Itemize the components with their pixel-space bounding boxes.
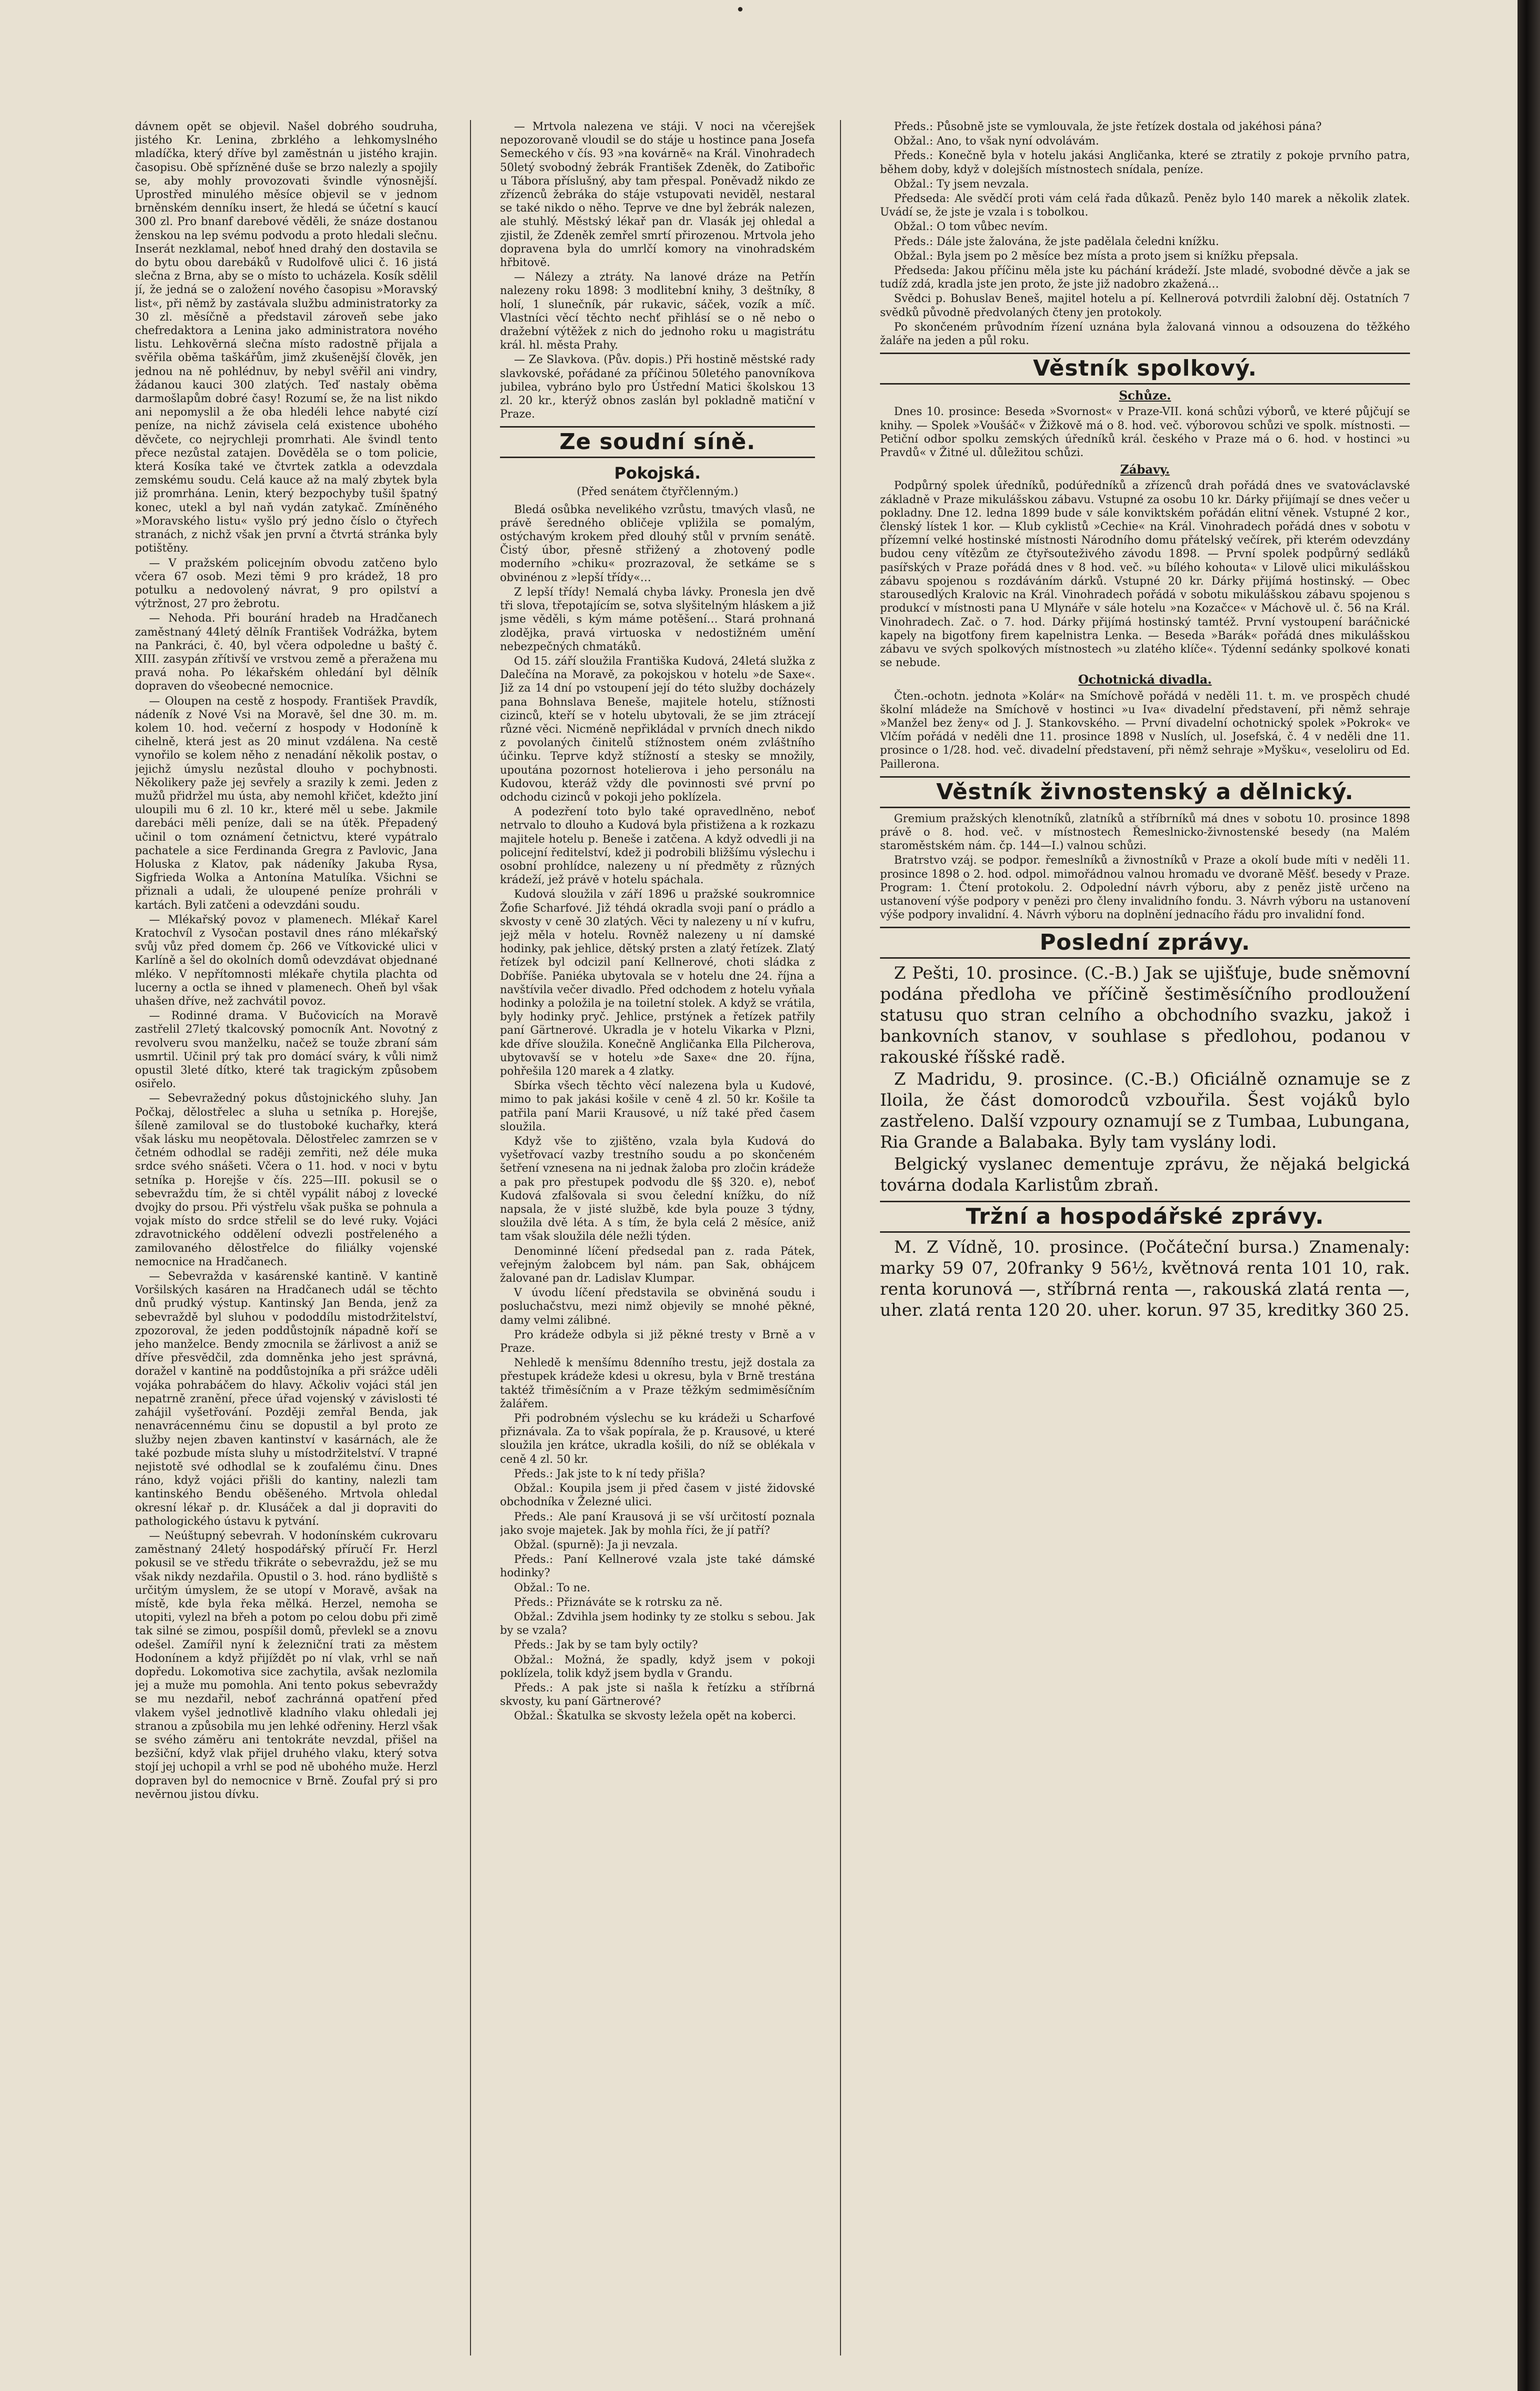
paragraph: Denominné líčení předsedal pan z. rada Pátek, veřejným žalobcem byl nám. pan Sak, obhájcem žalované pan dr. Ladislav Klumpar. bbox=[500, 1245, 815, 1285]
paragraph: Gremium pražských klenotníků, zlatníků a stříbrníků má dnes v sobotu 10. prosince 1898 právě o 8. hod. več. v místnostech Řemeslnicko-živnostenské besedy (na Malém staroměstském nám. čp. 144—I.) valnou schůzi. bbox=[880, 812, 1410, 853]
dialogue-line: Obžal.: To ne. bbox=[514, 1581, 590, 1594]
dialogue-line: Předs.: Jak jste to k ní tedy přišla? bbox=[514, 1467, 706, 1480]
section-heading-court: Ze soudní síně. bbox=[500, 426, 815, 458]
section-heading-societies: Věstník spolkový. bbox=[880, 353, 1410, 385]
section-heading-trade: Věstník živnostenský a dělnický. bbox=[880, 776, 1410, 808]
column-3 bbox=[880, 120, 1410, 2355]
article-heading-maid: Pokojská. bbox=[614, 464, 701, 483]
paragraph: Bledá osůbka nevelikého vzrůstu, tmavých vlasů, ne právě šeredného obličeje vpližila se pomalým, ostýchavým krokem před dlouhý stůl v prvním senátě. Čistý úbor, přesně střižený a zhotovený podle moderního »chiku« prozrazoval, že setkáme se s obvinénou z »lepší třídy«… bbox=[500, 503, 815, 584]
dialogue-line: Předs.: Jak by se tam byly octily? bbox=[514, 1639, 698, 1652]
paragraph: Kudová sloužila v září 1896 u pražské soukromnice Žofie Scharfové. Již téhdá okradla svoji paní o prádlo a skvosty v ceně 30 zlatých. Věci ty nalezeny u ní v kufru, jejž měla v hotelu. Rovněž nalezeny u ní damské hodinky, pak jehlice, dětský prsten a zlatý řetízek. Zlatý řetízek byl odcizil paní Kellnerové, choti sládka z Dobříše. Paniéka ubytovala se v hotelu dne 24. října a navštívila večer divadlo. Před odchodem z hotelu vyňala hodinky a položila je na toiletní stolek. A když se vrátila, byly hodinky pryč. Jehlice, prstýnek a řetízek patřily paní Gärtnerové. Ukradla je v hotelu Vikarka v Plzni, kde dříve sloužila. Konečně Angličanka Ella Pilcherova, ubytovavší se v hotelu »de Saxe« dne 20. října, pohřešila 120 marek a 4 zlatky. bbox=[500, 888, 815, 1078]
dialogue-line: Předs.: Působně jste se vymlouvala, že jste řetízek dostala od jakéhosi pána? bbox=[894, 121, 1322, 133]
news-pest: Z Pešti, 10. prosince. (C.-B.) Jak se ujišťuje, bude sněmovní podána předloha ve příčině šestiměsíčního prodloužení statusu quo stran celního a obchodního svazku, jakož i bankovních stanov, v souhlase s předlohou, podanou v rakouské říšské radě. bbox=[880, 963, 1410, 1068]
article-accident: — Nehoda. Při bourání hradeb na Hradčanech zaměstnaný 44letý dělník František Vodrážka, bytem na Pankráci, č. 40, byl včera odpoledne u baštý č. XIII. zasypán zřítivší ve vrstvou země a přeražena mu pravá noha. Po lékařském ohledání byl dělník dopraven do všeobecné nemocnice. bbox=[135, 612, 438, 693]
paragraph: Bratrstvo vzáj. se podpor. řemeslníků a živnostníků v Praze a okolí bude míti v neděli 11. prosince 1898 o 2. hod. odpol. mimořádnou valnou hromadu ve dvoraně Měšť. besedy v Praze. Program: 1. Čtení protokolu. 2. Odpolední návrh výboru, aby z peněz jistě určeno na ustanovení výše podpory v penězi pro členy invalidního fondu. 3. Návrh výboru na ustanovení výše podpory invalidní. 4. Návrh výboru na doplnění jednacího řádu pro invalidní fond. bbox=[880, 854, 1410, 922]
paragraph: Čten.-ochotn. jednota »Kolár« na Smíchově pořádá v neděli 11. t. m. ve prospěch chudé školní mládeže na Smíchově v hostinci »u Iva« divadelní představení, při němž sehraje »Manžel bez ženy« od J. J. Stankovského. — První divadelní ochotnický spolek »Pokrok« ve Vlčím pořádá v neděli dne 11. prosince 1898 v Nuslích, ul. Josefská, č. 4 v neděli dne 11. prosince o 1/28. hod. več. divadelní představení, při němž sehraje »Myšku«, veseloliru od Ed. Paillerona. bbox=[880, 690, 1410, 771]
article-robbery: — Oloupen na cestě z hospody. František Pravdík, nádeník z Nové Vsi na Moravě, šel dne 30. m. m. kolem 10. hod. večerní z hospody v Hodoníně k cihelně, která jest as 20 minut vzdálena. Na cestě vynořilo se kolem něho z nenadání několik postav, o jejichž úmyslu nezůstal dlouho v pochybnosti. Několikery paže jej sevřely a srazily k zemi. Jeden z mužů přidržel mu ústa, aby nemohl křičet, kdežto jiní uloupili mu 6 zl. 10 kr., které měl u sebe. Jakmile darebáci měli peníze, dali se na útěk. Přepadený učinil o tom oznámení četnictvu, které vypátralo pachatele a sice Ferdinanda Gregra z Pavlovic, Jana Holuska z Klatov, pak nádeníky Jakuba Rysa, Sigfrieda Wolka a Antonína Matulíka. Všichni se přiznali a udali, že uloupené peníze prohráli v kartách. Byli zatčeni a odevzdáni soudu. bbox=[135, 695, 438, 912]
news-belgium: Belgický vyslanec dementuje zprávu, že nějaká belgická továrna dodala Karlistům zbraň. bbox=[880, 1154, 1410, 1196]
article-milk-cart: — Mlékařský povoz v plamenech. Mlékař Karel Kratochvíl z Vysočan postavil dnes ráno mlékařský svůj vůz před domem čp. 266 ve Vítkovické ulici v Karlíně a šel do okolních domů odevzdávat objednané mléko. V nepřítomnosti mlékaře chytila plachta od lucerny a octla se ihned v plamenech. Oheň byl však uhašen dříve, než zachvátil povoz. bbox=[135, 913, 438, 1008]
dialogue-line: Obžal.: Zdvihla jsem hodinky ty ze stolku s sebou. Jak by se vzala? bbox=[500, 1610, 815, 1637]
paragraph: Svědci p. Bohuslav Beneš, majitel hotelu a pí. Kellnerová potvrdili žalobní děj. Ostatních 7 svědků původně předvolaných čteny jen protokoly. bbox=[880, 293, 1410, 319]
section-heading-latest-news: Poslední zprávy. bbox=[880, 927, 1410, 959]
article-police: — V pražském policejním obvodu zatčeno bylo včera 67 osob. Mezi těmi 9 pro krádež, 18 pro potulku a nedovolený návrat, 9 pro opilství a výtržnost, 27 pro žebrotu. bbox=[135, 557, 438, 611]
news-madrid: Z Madridu, 9. prosince. (C.-B.) Oficiálně oznamuje se z Iloila, že část domorodců vzbouřila. Šest vojáků bylo zastřeleno. Další vzpoury oznamují se z Tumbaa, Lubungana, Ria Grande a Balabaka. Byly tam vyslány lodi. bbox=[880, 1069, 1410, 1153]
section-heading-market: Tržní a hospodářské zprávy. bbox=[880, 1201, 1410, 1233]
article-found: — Nálezy a ztráty. Na lanové dráze na Petřín nalezeny roku 1898: 3 modlitební knihy, 3 deštníky, 8 holí, 1 slunečník, pár rukavic, sáček, vozík a míč. Vlastníci věcí těchto nechť přihlásí se o ně nebo o dražební výtěžek z nich do jednoho roku u magistrátu král. hl. města Prahy. bbox=[500, 271, 815, 352]
subheading-meetings: Schůze. bbox=[1118, 388, 1172, 403]
dialogue-line: Předs.: Dále jste žalována, že jste padělala čeledni knížku. bbox=[894, 235, 1220, 248]
dialogue-line: Obžal. (spurně): Ja ji nevzala. bbox=[514, 1538, 678, 1551]
paragraph: Dnes 10. prosince: Beseda »Svornost« v Praze-VII. koná schůzi výborů, ve které půjčují se knihy. — Spolek »Voušáč« v Žižkově má o 8. hod. več. výborovou schůzi ve spolk. místnosti. — Petiční odbor spolku zemských úředníků král. českého v Praze má o 6. hod. v hostinci »u Pravdů« v Žitné ul. důležitou schůzi. bbox=[880, 406, 1410, 460]
paragraph: Při podrobném výslechu se ku krádeži u Scharfové přiznávala. Za to však popírala, že p. Krausové, u které sloužila jen krátce, ukradla košili, do níž se oblékala v ceně 4 zl. 50 kr. bbox=[500, 1412, 815, 1466]
subheading-theatre: Ochotnická divadla. bbox=[1078, 672, 1212, 687]
dialogue-line: Předs.: Paní Kellnerové vzala jste také dámské hodinky? bbox=[500, 1553, 815, 1580]
paragraph: Když vše to zjištěno, vzala byla Kudová do vyšetřovací vazby trestního soudu a po skončeném šetření vznesena na ni jednak žaloba pro zločin krádeže a pak pro přestupek podvodu dle §§ 320. e), neboť Kudová zfalšovala si svou čelední knížku, do níž napsala, že v jisté službě, kde byla pouze 3 týdny, sloužila dvě léta. A s tím, že byla celá 2 měsíce, aniž tam však sloužila déle nežli týden. bbox=[500, 1135, 815, 1243]
dialogue-line: Obžal.: Ty jsem nevzala. bbox=[894, 178, 1029, 191]
dialogue-line: Předseda: Jakou příčinu měla jste ku páchání krádeží. Jste mladé, svobodné děvče a jak se tudíž zdá, kradla jste jen proto, že jste již nadobro zkažená… bbox=[880, 265, 1410, 291]
page-edge bbox=[1518, 0, 1540, 2391]
article-lenin: dávnem opět se objevil. Našel dobrého soudruha, jistého Kr. Lenina, zbrklého a lehkomyslného mladíčka, který dříve byl zaměstnán u jistého krajin. časopisu. Obě spřízněné duše se brzo nalezly a spojily se, aby mohly provozovati švindle výnosnější. Uprostřed minulého měsíce objevil se v jednom brněnském denníku insert, že hledá se účetní s kaucí 300 zl. Pro bnanf darebové věděli, že snáze dostanou ženskou na lep svému podvodu a proto hledali slečnu. Inserát nezklamal, neboť hned drahý den dostavila se do bytu obou darebáků v Rudolfově ulici č. 16 jistá slečna z Brna, aby se o místo to ucházela. Kosík sdělil jí, že jedná se o založení nového časopisu »Moravský list«, při němž by zastávala službu administratorky za 30 zl. měsíčně a představil zároveň sebe jako chefredaktora a Lenina jako administratora nového listu. Lehkověrná slečna místo radostně přijala a svěřila oběma taškářům, jimž zkušenější člověk, jen jednou na ně pohlédnuv, by nebyl svěřil ani vindry, žádanou kauci 300 zlatých. Teď nastaly oběma darmošlapům dobré časy! Rozumí se, že na list nikdo ani nepomyslil a že oba hledéli lehce nabyté cizí peníze, na nichž závisela celá existence ubohého děvčete, co nejrychleji promrhati. Ale švindl tento přece nezůstal zatajen. Dověděla se o tom policie, která Kosíka také ve čtvrtek zatkla a odevzdala zemskému soudu. Celá kauce až na malý zbytek byla již promrhána. Lenin, který bezpochyby tušil špatný konec, utekl a byl naň vydán zatykač. Zmíněného »Moravského listu« vyšlo prý jedno číslo o čtyřech stranách, z nichž však jen první a čtvrtá stránka byly potištěny. bbox=[135, 121, 438, 555]
dialogue-line: Obžal.: Možná, že spadly, když jsem v pokoji poklízela, tolik když jsem bydla v Grandu. bbox=[500, 1653, 815, 1680]
article-suicide-attempt: — Sebevražedný pokus důstojnického sluhy. Jan Počkaj, dělostřelec a sluha u setníka p. Horejše, šíleně zamiloval se do tlustoboké kuchařky, která však lásku mu neopětovala. Dělostřelec zamrzen se v četném odhodlal se raději zemřiti, než déle muka srdce svého snášeti. Včera o 11. hod. v noci v bytu setníka p. Horejše v čís. 225—III. pokusil se o sebevraždu tím, že si chtěl vypálit náboj z lovecké dvojky do prsou. Při výstřelu však puška se pohnula a vojak místo do srdce střelil se do levé ruky. Vojáci zdravotnického oddělení odvezli postřeleného a zamilovaného dělostřelce do filiálky vojenské nemocnice na Hradčanech. bbox=[135, 1092, 438, 1268]
article-slavkov: — Ze Slavkova. (Pův. dopis.) Při hostině městské rady slavkovské, pořádané za příčinou 50letého panovníkova jubilea, vybráno bylo pro Ústřední Matici školskou 13 zl. 20 kr., kterýž obnos zaslán byl pokladně matiční v Praze. bbox=[500, 354, 815, 421]
subheading-entertainment: Zábavy. bbox=[1120, 462, 1170, 477]
dialogue-line: Předs.: Přiznáváte se k rotrsku za ně. bbox=[514, 1596, 723, 1609]
article-subheading: (Před senátem čtyřčlenným.) bbox=[576, 486, 738, 499]
paragraph: Nehledě k menšímu 8denního trestu, jejž dostala za přestupek krádeže kdesi u okresu, byla v Brně trestána taktéž třiměsíčním a v Praze těžkým sedmiměsíčním žalářem. bbox=[500, 1357, 815, 1410]
dialogue-line: Předs.: Ale paní Krausová ji se vší určitostí poznala jako svoje majetek. Jak by mohla říci, že jí patří? bbox=[500, 1510, 815, 1537]
dialogue-line: Předs.: Konečně byla v hotelu jakási Angličanka, které se ztratily z pokoje prvního patra, během doby, když v dolejších místnostech snídala, peníze. bbox=[880, 150, 1410, 176]
paragraph: Pro krádeže odbyla si již pěkné tresty v Brně a v Praze. bbox=[500, 1328, 815, 1355]
verdict: Po skončeném průvodním řízení uznána byla žalovaná vinnou a odsouzena do těžkého žaláře na jeden a půl roku. bbox=[880, 321, 1410, 348]
dialogue-line: Předseda: Ale svědčí proti vám celá řada důkazů. Peněz bylo 140 marek a několik zlatek. Uvádí se, že jste je vzala i s tobolkou. bbox=[880, 193, 1410, 219]
market-vienna: M. Z Vídně, 10. prosince. (Počáteční bursa.) Znamenaly: marky 59 07, 20franky 9 56½, květnová renta 101 10, rak. renta korunová —, stříbrná renta —, rakouská zlatá renta —, uher. zlatá renta 120 20. uher. korun. 97 35, kreditky 360 25. bbox=[880, 1237, 1410, 1321]
article-canteen: — Sebevražda v kasárenské kantině. V kantině Voršilských kasáren na Hradčanech udál se těchto dnů prudký výstup. Kantinský Jan Benda, jenž za sebevraždě byl sluhou v pododdílu mistodržitelství, zpozoroval, že jeden poddůstojník nápadně koří se jeho manželce. Bendy zmocnila se žárlivost a aniž se dříve přesvědčil, zda domněnka jeho jest správná, doražel v kantině na poddůstojníka a při srážce uděli vojáka pohrabáčem do hlavy. Ačkoliv vojáci stál jen nepatrně zranění, přece úřad vojenský v závislosti té zahájil vyšetřování. Později zemřal Benda, jak nenavrácennému činu se dopustil a byl proto ze služby nejen zbaven kantinství v kasárnách, ale že také pozbude místa sluhy u místodržitelství. V trapné nejistotě své odhodlal se k zoufalému činu. Dnes ráno, když vojáci přišli do kantiny, nalezli tam kantinského Bendu oběšeného. Mrtvola ohledal okresní lékař p. dr. Klusáček a dal ji dopraviti do pathologického ústavu k pytvání. bbox=[135, 1270, 438, 1528]
paragraph: Podpůrný spolek úředníků, podúředníků a zřízenců drah pořádá dnes ve svatováclavské základně v Praze mikulášskou zábavu. Vstupné za osobu 10 kr. Dárky přijímají se dnes večer u pokladny. Dne 12. ledna 1899 bude v sále konviktském pořádán elitní věnek. Vstupné 2 kor., členský lístek 1 kor. — Klub cyklistů »Cechie« na Král. Vinohradech pořádá dnes v sobotu v přízemní velké hostinské místnosti Národního domu přátelský večírek, při kterém odevzdány budou ceny vítězům ze čtyřsouteživého závodu 1898. — První spolek podpůrný sedláků pasířských v Praze pořádá dnes v 8 hod. več. »u bílého kohouta« v Lilově ulici mikulášskou zábavu spojenou s rozdáváním dárků. Vstupné 20 kr. Dárky přijímá hostinský. — Obec starousedlých Kralovic na Král. Vinohradech pořádá v sobotu mikulášskou zábavu spojenou s produkcí v místnosti pana U Mlynáře v sále hotelu »na Kozačce« v Máchově ul. č. 56 na Král. Vinohradech. Zač. o 7. hod. Dárky přijímá hostinský tamtéž. První vystoupení baráčnické kapely na bigotfony firem kapelnistra Lenka. — Beseda »Barák« pořádá dnes mikulášskou zábavu ve svých spolkových místnostech »u zlatého klíče«. Týdenní sedánky spolkové konati se nebude. bbox=[880, 480, 1410, 670]
paragraph: A podezření toto bylo také opravedlněno, neboť netrvalo to dlouho a Kudová byla přistižena a k rozkazu majitele hotelu p. Beneše i zatčena. A když odvedli ji na policejní ředitelství, kdež ji podrobili bližšímu výslechu i osobní prohlídce, nalezeny u ní předměty z různých krádeží, jež právě v hotelu spáchala. bbox=[500, 806, 815, 887]
article-persistent: — Neúštupný sebevrah. V hodonínském cukrovaru zaměstnaný 24letý hospodářský příručí Fr. Herzl pokusil se ve středu třikráte o sebevraždu, jež se mu však nikdy nezdařila. Opustil o 3. hod. ráno bydliště s určitým úmyslem, že se utopí v Moravě, avšak na místě, kde byla řeka mělká. Herzel, nemoha se utopiti, vylezl na břeh a potom po celou dobu při zimě tak silné se zimou, pospíšil domů, převlekl se a znovu odešel. Zamířil nyní k železniční trati za městem Hodonínem a když přijíždět po ní vlak, vrhl se naň dopředu. Lokomotiva sice zachytila, avšak nezlomila jej a muže mu pomohla. Ani tento pokus sebevraždy se mu nezdařil, neboť zachránná opatření před vlakem vyšel jednotlivě kladního vlaku ohledali jej stranou a způsobila mu jen lehké odřeniny. Herzl však se svého záměru ani tentokráte nevzdal, přišel na bezšiční, když vlak přijel druhého vlaku, který sotva stojí jej uchopil a vrhl se pod ně ubohého muže. Herzl dopraven byl do nemocnice v Brně. Zoufal prý si pro nevěrnou jistou dívku. bbox=[135, 1529, 438, 1801]
column-2 bbox=[500, 120, 815, 2355]
dialogue-line: Obžal.: Ano, to však nyní odvolávám. bbox=[894, 135, 1100, 148]
dialogue-line: Obžal.: Byla jsem po 2 měsíce bez místa a proto jsem si knížku přepsala. bbox=[894, 250, 1298, 263]
dialogue-line: Obžal.: Koupila jsem ji před časem v jisté židovské obchodníka v Železné ulici. bbox=[500, 1482, 815, 1509]
column-divider bbox=[470, 120, 471, 2355]
dialogue-line: Obžal.: Škatulka se skvosty ležela opět na koberci. bbox=[514, 1710, 796, 1723]
article-corpse: — Mrtvola nalezena ve stáji. V noci na včerejšek nepozorovaně vloudil se do stáje u hostince pana Josefa Semeckého v čís. 93 »na kovárně« na Král. Vinohradech 50letý svobodný žebrák František Zdeněk, do Zatibořic u Tábora příslušný, aby tam přespal. Poněvadž nikdo ze zřízenců žebráka do stáje vstupovati neviděl, nestaral se také nikdo o něho. Teprve ve dne byl žebrák nalezen, ale stuhlý. Městský lékař pan dr. Vlasák jej ohledal a zjistil, že Zdeněk zemřel smrtí přirozenou. Mrtvola jeho dopravena byla do umrlčí komory na vinohradském hřbitově. bbox=[500, 121, 815, 270]
dialogue-line: Předs.: A pak jste si našla k řetízku a stříbrná skvosty, ku paní Gärtnerové? bbox=[500, 1681, 815, 1708]
dialogue-line: Obžal.: O tom vůbec nevím. bbox=[894, 221, 1048, 234]
column-divider bbox=[840, 120, 841, 2355]
column-1 bbox=[135, 120, 438, 2355]
paragraph: Z lepší třídy! Nemalá chyba lávky. Pronesla jen dvě tři slova, třepotajícím se, sotva slyšitelným hláskem a již jsme věděli, s kým máme potěšení… Stará prohnaná zlodějka, pravá virtuoska v nedostižném umění nebezpečných chmatáků. bbox=[500, 586, 815, 653]
article-drama: — Rodinné drama. V Bučovicích na Moravě zastřelil 27letý tkalcovský pomocník Ant. Novotný z revolveru svou manželku, načež se touže zbraní sám usmrtil. Učinil prý tak pro domácí sváry, k vůli nimž opustil 3leté dítko, které tak tragickým způsobem osiřelo. bbox=[135, 1010, 438, 1091]
page-mark bbox=[738, 7, 742, 12]
paragraph: V úvodu líčení představila se obviněná soudu i posluchačstvu, mezi nimž objevily se mnohé pěkné, damy velmi zálibné. bbox=[500, 1287, 815, 1327]
paragraph: Sbírka všech těchto věcí nalezena byla u Kudové, mimo to pak jakási košile v ceně 4 zl. 50 kr. Košile ta patřila paní Marii Krausové, u níž také před časem sloužila. bbox=[500, 1080, 815, 1133]
paragraph: Od 15. září sloužila Františka Kudová, 24letá služka z Dalečína na Moravě, za pokojskou v hotelu »de Saxe«. Již za 14 dní po vstoupení její do této služby docházely pana Bohnslava Beneše, majitele hotelu, stížnosti cizinců, kteří se v hotelu ubytovali, že se jim ztrácejí různé věci. Nicméně nepřikládal v prvních dnech nikdo z povolaných činitelů stížnostem oném zvláštního účinku. Teprve když stížností a stesky se množily, upoutána pozornost hotelierova i jeho personálu na Kudovou, kteráž vždy dle povinnosti své první po odchodu cizinců v pokoji jeho poklízela. bbox=[500, 655, 815, 804]
